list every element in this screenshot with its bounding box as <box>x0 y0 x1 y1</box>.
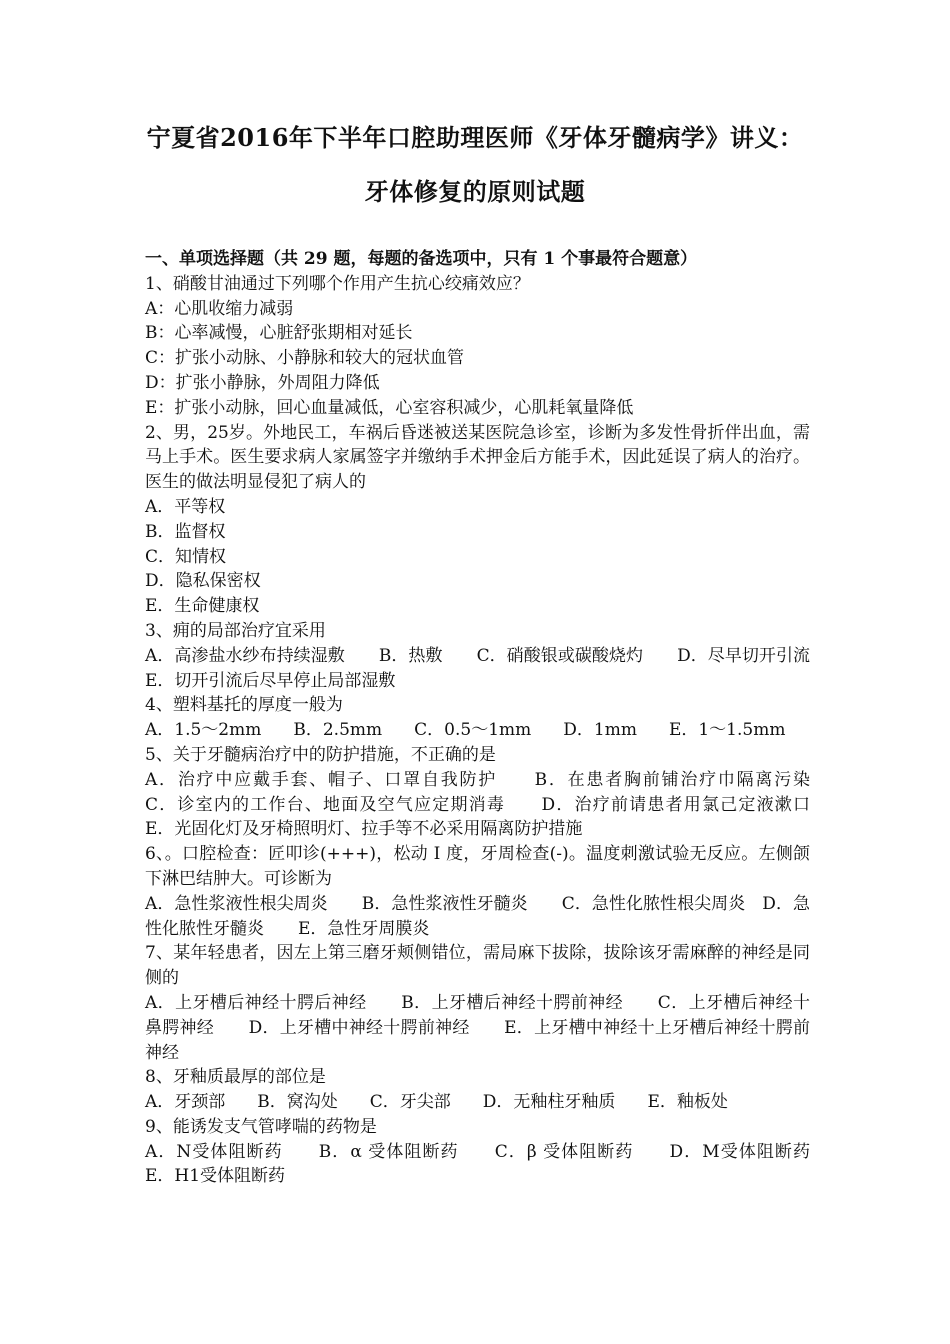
question-1-option-b: B：心率减慢，心脏舒张期相对延长 <box>145 323 413 344</box>
document-title-line1: 宁夏省2016年下半年口腔助理医师《牙体牙髓病学》讲义： <box>146 123 804 152</box>
question-8-stem: 8、牙釉质最厚的部位是 <box>145 1067 326 1088</box>
question-6-stem: 6、。口腔检查：匠叩诊(+++)，松动 Ⅰ 度，牙周检查(-)。温度刺激试验无反应。左侧颌下淋巴结肿大。可诊断为 <box>145 844 810 889</box>
question-7-stem: 7、某年轻患者，因左上第三磨牙颊侧错位，需局麻下拔除，拔除该牙需麻醉的神经是同侧的 <box>145 943 810 989</box>
question-6-options: A．急性浆液性根尖周炎 B．急性浆液性牙髓炎 C．急性化脓性根尖周炎 D．急性化脓性牙髓炎 E．急性牙周膜炎 <box>145 893 810 939</box>
question-4-option-e: E．1～1.5mm <box>668 720 786 741</box>
document-title-line2: 牙体修复的原则试题 <box>364 177 586 206</box>
question-8-option-b: B．窝沟处 <box>257 1092 338 1113</box>
question-1-option-e: E：扩张小动脉，回心血量减低，心室容积减少，心肌耗氧量降低 <box>145 397 634 418</box>
question-4-option-a: A．1.5～2mm <box>145 720 262 741</box>
question-5-stem: 5、关于牙髓病治疗中的防护措施，不正确的是 <box>145 744 496 765</box>
question-8-options <box>145 1090 810 1115</box>
question-2-stem: 2、男，25岁。外地民工，车祸后昏迷被送某医院急诊室，诊断为多发性骨折伴出血，需马上手术。医生要求病人家属签字并缴纳手术押金后方能手术，因此延误了病人的治疗。医生的做法明显侵犯了病人的 <box>145 422 810 493</box>
question-8-option-e: E．釉板处 <box>647 1092 728 1113</box>
question-2-option-d: D．隐私保密权 <box>145 571 261 592</box>
question-8-option-d: D．无釉柱牙釉质 <box>482 1092 616 1113</box>
question-3-stem: 3、痈的局部治疗宜采用 <box>145 620 326 641</box>
question-3-options: A．高渗盐水纱布持续湿敷 B．热敷 C．硝酸银或碳酸烧灼 D．尽早切开引流 E．切开引流后尽早停止局部湿敷 <box>145 645 844 691</box>
question-4-option-d: D．1mm <box>563 720 637 741</box>
question-list <box>145 247 844 1189</box>
question-2-option-b: B．监督权 <box>145 521 226 542</box>
question-2-option-a: A．平等权 <box>145 496 226 517</box>
question-4-option-b: B．2.5mm <box>293 720 383 741</box>
question-1-stem: 1、硝酸甘油通过下列哪个作用产生抗心绞痛效应？ <box>145 273 530 294</box>
question-9-stem: 9、能诱发支气管哮喘的药物是 <box>145 1116 377 1137</box>
question-2-option-e: E．生命健康权 <box>145 596 260 617</box>
section-heading: 一、单项选择题（共 29 题，每题的备选项中，只有 1 个事最符合题意） <box>145 249 698 269</box>
question-4-stem: 4、塑料基托的厚度一般为 <box>145 695 343 716</box>
question-8-option-c: C．牙尖部 <box>369 1092 451 1113</box>
question-4-option-c: C．0.5～1mm <box>414 720 532 741</box>
question-5-options: A．治疗中应戴手套、帽子、口罩自我防护 B．在患者胸前铺治疗巾隔离污染 C．诊室内的工作台、地面及空气应定期消毒 D．治疗前请患者用氯己定液漱口 E．光固化灯及牙椅照明灯、拉手等不必采用隔离防护措施 <box>145 769 844 840</box>
question-8-option-a: A．牙颈部 <box>145 1092 226 1113</box>
question-9-options: A．N受体阻断药 B．α 受体阻断药 C．β 受体阻断药 D．M受体阻断药 E．H1受体阻断药 <box>145 1141 844 1187</box>
question-4-options <box>145 718 810 743</box>
question-1-option-c: C：扩张小动脉、小静脉和较大的冠状血管 <box>145 348 465 369</box>
question-1-option-d: D：扩张小静脉，外周阻力降低 <box>145 372 380 393</box>
question-2-option-c: C．知情权 <box>145 546 227 567</box>
question-1-option-a: A：心肌收缩力减弱 <box>145 298 294 319</box>
question-7-options: A．上牙槽后神经十腭后神经 B．上牙槽后神经十腭前神经 C．上牙槽后神经十鼻腭神经 D．上牙槽中神经十腭前神经 E．上牙槽中神经十上牙槽后神经十腭前神经 <box>145 992 810 1063</box>
